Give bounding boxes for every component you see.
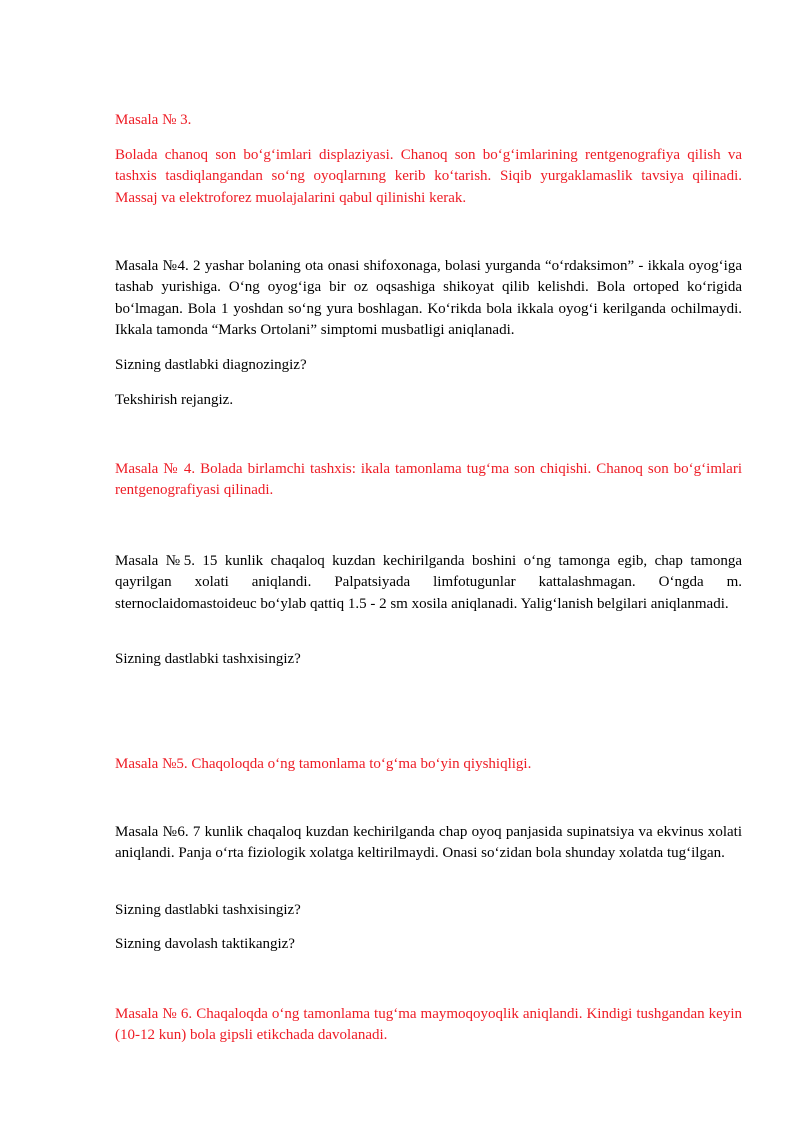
document-page [115,0,742,1131]
task-6-body: Masala №6. 7 kunlik chaqaloq kuzdan kechirilganda chap oyoq panjasida supinatsiya va ekvinus xolati aniqlandi. Panja o‘rta fiziologik xolatga keltirilmaydi. Onasi so‘zidan bola shunday xolatda tug‘ilgan. [115,824,742,862]
answer-3-title: Masala № 3. [115,112,192,128]
task-4-question-plan: Tekshirish rejangiz. [115,392,234,408]
task-6-question-treatment: Sizning davolash taktikangiz? [115,936,295,952]
answer-6-body: Masala № 6. Chaqaloqda o‘ng tamonlama tug‘ma maymoqoyoqlik aniqlandi. Kindigi tushgandan keyin (10-12 kun) bola gipsli etikchada davolanadi. [115,1006,742,1044]
answer-3-body: Bolada chanoq son bo‘g‘imlari displaziyasi. Chanoq son bo‘g‘imlarining rentgenografiya qilish va tashxis tasdiqlangandan so‘ng oyoqlarnıng kerib ko‘tarish. Siqib yurgaklamaslik tavsiya qilinadi. Massaj va elektroforez muolajalarini qabul qilinishi kerak. [115,147,742,206]
task-6-question-diagnosis: Sizning dastlabki tashxisingiz? [115,902,301,918]
answer-4-body: Masala № 4. Bolada birlamchi tashxis: ikala tamonlama tug‘ma son chiqishi. Chanoq son bo‘g‘imlari rentgenografiyasi qilinadi. [115,461,742,499]
task-4-body: Masala №4. 2 yashar bolaning ota onasi shifoxonaga, bolasi yurganda “o‘rdaksimon” - ikkala oyog‘iga tashab yurishiga. O‘ng oyog‘iga bir oz oqsashiga shikoyat qilib kelishdi. Bola ortoped ko‘rigida bo‘lmagan. Bola 1 yoshdan so‘ng yura boshlagan. Ko‘rikda bola ikkala oyog‘i kerilganda ochilmaydi. Ikkala tamonda “Marks Ortolani” simptomi musbatligi aniqlanadi. [115,258,742,339]
answer-5-body: Masala №5. Chaqoloqda o‘ng tamonlama to‘g‘ma bo‘yin qiyshiqligi. [115,756,532,772]
task-4-question-diagnosis: Sizning dastlabki diagnozingiz? [115,357,307,373]
task-5-body: Masala №5. 15 kunlik chaqaloq kuzdan kechirilganda boshini o‘ng tamonga egib, chap tamonga qayrilgan xolati aniqlandi. Palpatsiyada limfotugunlar kattalashmagan. O‘ngda m. sternoclaidomastoideuc bo‘ylab qattiq 1.5 - 2 sm xosila aniqlanadi. Yalig‘lanish belgilari aniqlanmadi. [115,553,742,612]
task-5-question-diagnosis: Sizning dastlabki tashxisingiz? [115,651,301,667]
